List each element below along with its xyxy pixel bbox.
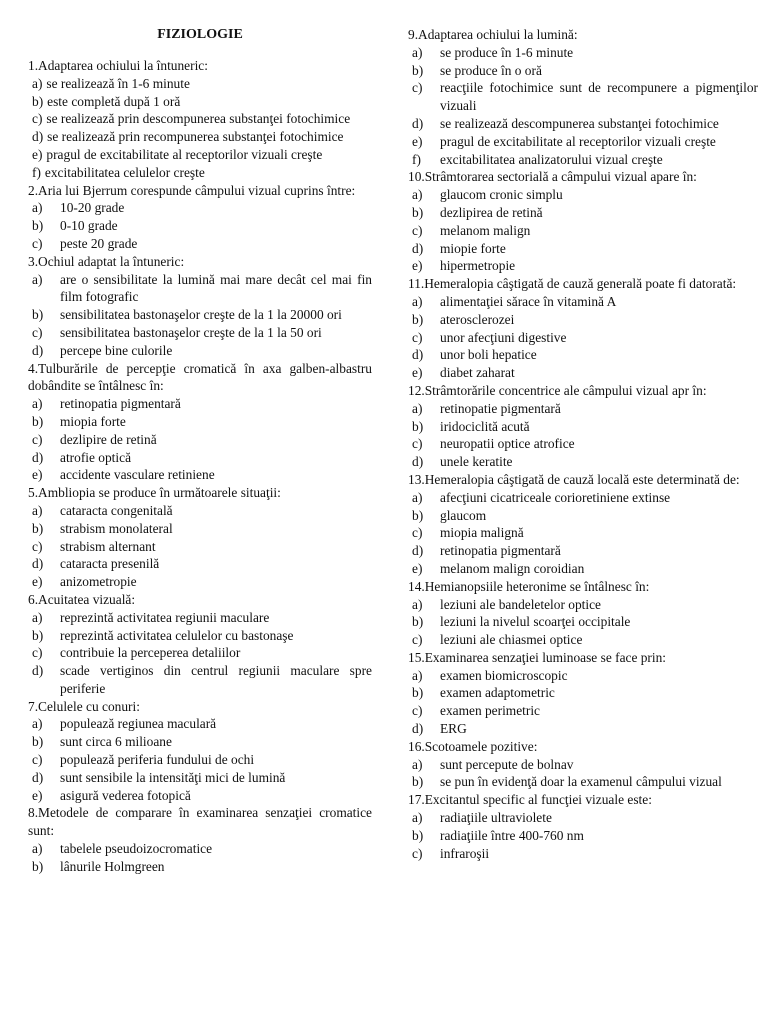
question-block [408, 275, 758, 382]
option-text: se realizează prin recompunerea substanţei fotochimice [47, 129, 344, 145]
option-text: aterosclerozei [440, 311, 515, 327]
answer-option [28, 395, 372, 413]
answer-option [408, 560, 758, 578]
question-list-right [408, 26, 758, 862]
answer-option [408, 44, 758, 62]
option-text: infraroşii [440, 845, 490, 861]
option-text: leziuni la nivelul scoarţei occipitale [440, 614, 631, 630]
answer-option [28, 858, 372, 876]
option-text: pragul de excitabilitate al receptorilor vizuali creşte [440, 133, 716, 149]
option-letter: d) [412, 454, 424, 470]
option-text: reacţiile fotochimice sunt de recompunere a pigmenţilor vizuali [440, 80, 758, 114]
question-list-left [28, 57, 372, 876]
question-text: 3.Ochiul adaptat la întuneric: [28, 253, 185, 269]
option-text: anizometropie [60, 574, 137, 590]
answer-option [408, 596, 758, 614]
answer-option [28, 538, 372, 556]
option-text: excitabilitatea analizatorului vizual creşte [440, 151, 663, 167]
option-text: unele keratite [440, 454, 513, 470]
question-text: 2.Aria lui Bjerrum corespunde câmpului vizual cuprins între: [28, 182, 356, 198]
option-letter: d) [412, 240, 424, 256]
option-letter: b) [412, 204, 424, 220]
answer-option [28, 271, 372, 307]
answer-option [408, 364, 758, 382]
option-letter: e) [412, 133, 423, 149]
answer-option [408, 400, 758, 418]
answer-option [408, 507, 758, 525]
answer-option [408, 418, 758, 436]
question-block [28, 360, 372, 485]
answer-option [408, 684, 758, 702]
option-letter: c) [32, 431, 43, 447]
option-text: are o sensibilitate la lumină mai mare decât cel mai fin film fotografic [60, 271, 372, 305]
option-letter: a) [32, 609, 43, 625]
option-letter: b) [32, 93, 44, 109]
answer-option [408, 809, 758, 827]
option-text: glaucom [440, 507, 487, 523]
option-text: accidente vasculare retiniene [60, 467, 215, 483]
option-letter: d) [412, 347, 424, 363]
option-text: retinopatia pigmentară [60, 396, 181, 412]
option-text: se realizează în 1-6 minute [46, 75, 190, 91]
option-letter: f) [32, 164, 41, 180]
answer-option [28, 751, 372, 769]
answer-option [408, 524, 758, 542]
option-letter: e) [412, 258, 423, 274]
answer-option [408, 542, 758, 560]
answer-option [28, 93, 372, 111]
option-text: retinopatie pigmentară [440, 400, 561, 416]
answer-option [28, 466, 372, 484]
question-block [28, 804, 372, 875]
option-text: examen biomicroscopic [440, 667, 568, 683]
option-text: hipermetropie [440, 258, 516, 274]
option-text: se realizează prin descompunerea substanţei fotochimice [46, 111, 351, 127]
option-letter: b) [32, 627, 44, 643]
answer-option [408, 133, 758, 151]
answer-option [28, 413, 372, 431]
option-letter: c) [32, 235, 43, 251]
answer-option [28, 110, 372, 128]
option-text: sunt circa 6 milioane [60, 734, 172, 750]
option-letter: f) [412, 151, 421, 167]
answer-option [408, 115, 758, 133]
option-letter: b) [412, 827, 424, 843]
option-letter: e) [32, 467, 43, 483]
option-letter: b) [412, 62, 424, 78]
option-letter: a) [32, 396, 43, 412]
option-text: lânurile Holmgreen [60, 858, 165, 874]
right-column [408, 26, 758, 862]
option-letter: e) [32, 787, 43, 803]
option-letter: d) [32, 129, 44, 145]
option-text: alimentaţiei sărace în vitamină A [440, 293, 617, 309]
option-text: sunt sensibile la intensităţi mici de lumină [60, 769, 286, 785]
answer-option [28, 75, 372, 93]
answer-option [408, 489, 758, 507]
option-text: melanom malign [440, 222, 531, 238]
option-text: populează regiunea maculară [60, 716, 217, 732]
option-letter: d) [32, 769, 44, 785]
option-text: radiaţiile ultraviolete [440, 810, 552, 826]
option-text: glaucom cronic simplu [440, 187, 563, 203]
option-letter: a) [32, 841, 43, 857]
answer-option [28, 520, 372, 538]
answer-option [408, 702, 758, 720]
option-text: unor afecţiuni digestive [440, 329, 567, 345]
question-block [28, 591, 372, 698]
answer-option [408, 62, 758, 80]
left-column [28, 26, 372, 876]
option-text: se produce în 1-6 minute [440, 44, 574, 60]
option-letter: d) [32, 449, 44, 465]
answer-option [408, 756, 758, 774]
answer-option [408, 186, 758, 204]
option-letter: e) [32, 574, 43, 590]
question-text: 14.Hemianopsiile heteronime se întâlnesc în: [408, 578, 650, 594]
option-letter: b) [412, 685, 424, 701]
answer-option [408, 667, 758, 685]
option-text: retinopatia pigmentară [440, 543, 561, 559]
option-text: miopie forte [440, 240, 506, 256]
option-letter: d) [32, 663, 44, 679]
question-text: 10.Strâmtorarea sectorială a câmpului vizual apare în: [408, 169, 697, 185]
option-letter: a) [412, 756, 423, 772]
option-text: afecţiuni cicatriceale corioretiniene extinse [440, 489, 671, 505]
option-letter: c) [32, 324, 43, 340]
option-letter: a) [412, 44, 423, 60]
option-text: examen perimetric [440, 703, 541, 719]
option-text: 0-10 grade [60, 218, 118, 234]
answer-option [408, 631, 758, 649]
answer-option [28, 733, 372, 751]
option-text: radiaţiile între 400-760 nm [440, 827, 584, 843]
option-letter: a) [32, 716, 43, 732]
answer-option [28, 609, 372, 627]
option-text: miopia malignă [440, 525, 524, 541]
option-letter: b) [412, 507, 424, 523]
option-text: neuropatii optice atrofice [440, 436, 575, 452]
answer-option [408, 845, 758, 863]
option-text: percepe bine culorile [60, 342, 173, 358]
option-text: melanom malign coroidian [440, 560, 585, 576]
question-block [408, 471, 758, 578]
option-text: reprezintă activitatea celulelor cu bastonaşe [60, 627, 294, 643]
answer-option [408, 151, 758, 169]
question-block [408, 791, 758, 862]
option-text: pragul de excitabilitate al receptorilor vizuali creşte [46, 146, 323, 162]
answer-option [408, 204, 758, 222]
answer-option [28, 715, 372, 733]
option-letter: d) [32, 556, 44, 572]
option-text: ERG [440, 721, 467, 737]
option-letter: c) [412, 525, 423, 541]
question-text: 5.Ambliopia se produce în următoarele situaţii: [28, 485, 281, 501]
option-letter: c) [32, 752, 43, 768]
option-letter: b) [32, 520, 44, 536]
question-block [408, 738, 758, 791]
option-text: leziuni ale bandeletelor optice [440, 596, 601, 612]
option-text: excitabilitatea celulelor creşte [44, 164, 205, 180]
question-text: 12.Strâmtorările concentrice ale câmpului vizual apr în: [408, 382, 707, 398]
answer-option [408, 773, 758, 791]
option-text: se realizează descompunerea substanţei fotochimice [440, 115, 719, 131]
answer-option [28, 644, 372, 662]
question-text: 8.Metodele de comparare în examinarea senzaţiei cromatice sunt: [28, 805, 372, 839]
page-title: FIZIOLOGIE [157, 27, 243, 42]
option-text: strabism alternant [60, 538, 156, 554]
answer-option [408, 329, 758, 347]
option-text: sensibilitatea bastonaşelor creşte de la 1 la 20000 ori [60, 307, 342, 323]
option-text: sunt percepute de bolnav [440, 756, 574, 772]
option-letter: b) [32, 858, 44, 874]
option-text: reprezintă activitatea regiunii maculare [60, 609, 270, 625]
option-letter: c) [412, 632, 423, 648]
option-letter: b) [32, 307, 44, 323]
question-block [28, 253, 372, 360]
question-block [28, 698, 372, 805]
option-text: populează periferia fundului de ochi [60, 752, 255, 768]
option-letter: d) [412, 115, 424, 131]
option-text: examen adaptometric [440, 685, 555, 701]
answer-option [28, 235, 372, 253]
option-text: sensibilitatea bastonaşelor creşte de la 1 la 50 ori [60, 324, 322, 340]
answer-option [408, 435, 758, 453]
answer-option [28, 787, 372, 805]
answer-option [28, 769, 372, 787]
answer-option [28, 431, 372, 449]
option-letter: d) [412, 721, 424, 737]
answer-option [408, 293, 758, 311]
question-block [28, 182, 372, 253]
answer-option [28, 555, 372, 573]
option-letter: b) [412, 418, 424, 434]
option-letter: b) [412, 311, 424, 327]
option-letter: c) [32, 111, 43, 127]
question-text: 6.Acuitatea vizuală: [28, 591, 136, 607]
answer-option [28, 217, 372, 235]
answer-option [408, 311, 758, 329]
option-text: scade vertiginos din centrul regiunii maculare spre periferie [60, 663, 372, 696]
option-text: diabet zaharat [440, 365, 515, 381]
answer-option [28, 306, 372, 324]
question-block [408, 382, 758, 471]
answer-option [408, 453, 758, 471]
option-letter: a) [32, 75, 43, 91]
answer-option [28, 342, 372, 360]
option-text: dezlipirea de retină [440, 204, 543, 220]
option-letter: a) [412, 810, 423, 826]
option-letter: d) [412, 543, 424, 559]
option-letter: a) [412, 667, 423, 683]
option-letter: e) [32, 146, 43, 162]
option-letter: b) [412, 614, 424, 630]
question-block [28, 57, 372, 182]
question-text: 9.Adaptarea ochiului la lumină: [408, 27, 578, 42]
question-text: 4.Tulburările de percepţie cromatică în axa galben-albastru dobândite se întâlnesc în: [28, 360, 372, 394]
answer-option [408, 346, 758, 364]
option-letter: b) [32, 218, 44, 234]
question-block [408, 578, 758, 649]
answer-option [28, 502, 372, 520]
question-text: 13.Hemeralopia câştigată de cauză locală este determinată de: [408, 471, 740, 487]
answer-option [408, 827, 758, 845]
question-block [28, 484, 372, 591]
option-text: 10-20 grade [60, 200, 125, 216]
option-text: tabelele pseudoizocromatice [60, 841, 213, 857]
answer-option [28, 128, 372, 146]
option-text: strabism monolateral [60, 520, 173, 536]
option-text: se produce în o oră [440, 62, 542, 78]
option-text: iridociclită acută [440, 418, 530, 434]
option-letter: a) [32, 502, 43, 518]
answer-option [28, 164, 372, 182]
option-text: dezlipire de retină [60, 431, 157, 447]
answer-option [28, 573, 372, 591]
option-text: asigură vederea fotopică [60, 787, 191, 803]
option-letter: a) [412, 596, 423, 612]
question-text: 1.Adaptarea ochiului la întuneric: [28, 58, 208, 73]
option-letter: c) [412, 703, 423, 719]
option-letter: a) [32, 271, 43, 287]
option-text: cataracta presenilă [60, 556, 160, 572]
question-text: 15.Examinarea senzaţiei luminoase se face prin: [408, 649, 667, 665]
option-letter: b) [412, 774, 424, 790]
answer-option [408, 720, 758, 738]
option-text: cataracta congenitală [60, 502, 173, 518]
question-block [408, 649, 758, 738]
question-text: 17.Excitantul specific al funcţiei vizuale este: [408, 792, 652, 808]
option-text: miopia forte [60, 413, 126, 429]
answer-option [28, 662, 372, 698]
option-letter: e) [412, 365, 423, 381]
question-text: 11.Hemeralopia câştigată de cauză generală poate fi datorată: [408, 276, 737, 292]
option-text: contribuie la perceperea detaliilor [60, 645, 241, 661]
option-letter: a) [412, 293, 423, 309]
option-letter: a) [32, 200, 43, 216]
option-letter: b) [32, 734, 44, 750]
option-letter: c) [32, 645, 43, 661]
answer-option [408, 613, 758, 631]
option-letter: c) [412, 80, 423, 96]
question-text: 16.Scotoamele pozitive: [408, 738, 538, 754]
answer-option [408, 257, 758, 275]
option-letter: b) [32, 413, 44, 429]
option-letter: c) [412, 222, 423, 238]
option-letter: c) [412, 329, 423, 345]
answer-option [28, 199, 372, 217]
question-text: 7.Celulele cu conuri: [28, 698, 140, 714]
option-letter: d) [32, 342, 44, 358]
answer-option [28, 146, 372, 164]
answer-option [28, 840, 372, 858]
option-text: atrofie optică [60, 449, 132, 465]
option-text: leziuni ale chiasmei optice [440, 632, 583, 648]
option-letter: e) [412, 560, 423, 576]
option-letter: a) [412, 400, 423, 416]
answer-option [408, 222, 758, 240]
option-letter: c) [412, 845, 423, 861]
question-block [408, 26, 758, 168]
option-text: peste 20 grade [60, 235, 138, 251]
option-letter: a) [412, 187, 423, 203]
option-letter: a) [412, 489, 423, 505]
option-text: este completă după 1 oră [47, 93, 181, 109]
answer-option [408, 240, 758, 258]
option-text: se pun în evidenţă doar la examenul câmpului vizual [440, 774, 722, 790]
answer-option [28, 627, 372, 645]
answer-option [28, 449, 372, 467]
answer-option [28, 324, 372, 342]
answer-option [408, 79, 758, 115]
question-block [408, 168, 758, 275]
option-letter: c) [32, 538, 43, 554]
option-letter: c) [412, 436, 423, 452]
option-text: unor boli hepatice [440, 347, 537, 363]
